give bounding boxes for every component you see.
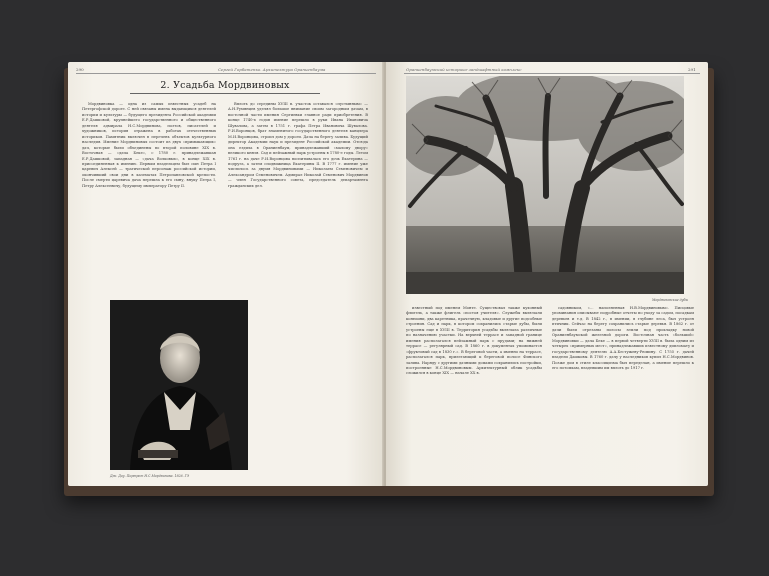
photo-caption: Мордвиновские дубы (652, 298, 689, 302)
oak-tree-illustration (406, 76, 684, 294)
right-page-number: 291 (688, 67, 696, 72)
open-book (66, 62, 710, 494)
right-column-2 (552, 306, 694, 476)
right-col2-text: садовником, «… наполненная Н.В.Мордвиновым». Писцовые упоминания описывают подробные отчеты по уходу за садом, посадкам деревьев и т.д. В 1842 г., в имении, в глубине леса, был устроен птичник. Сейчас на берегу сохранились старые деревья. В 1862 г. от дачи были отрезаны полосы земли под прокладку новой Ораниенбаумской железной дороги. Восточная часть «большой» Мордвиновки — дача Беке — в первой четверти XVIII в. была одним из четырех «примерных мест», принадлежавших известному дипломату и государственному деятелю А.А.Бестужеву-Рюмину. С 1755 г. дачей владели Дашковы. В 1760 г. дачу у наследников купил Н.С.Мордвинов. Позже дом в стиле классицизма был переделан, а имение перешло к его потомкам, владевшим им вплоть до 1917 г. (552, 306, 694, 370)
portrait-illustration (110, 300, 248, 470)
left-col1-text: Мордвиновка — одна из самых известных усадеб на Петергофской дороге. С ней связаны имена выдающихся деятелей истории и культуры — будущего президента Российской академии Е.Р.Дашковой, крупнейшего государственного и общественного деятеля адмирала Н.С.Мордвинова, поэтов, писателей и художников, история отражена в работах отечественных историков. Памятник включен в перечень объектов культурного наследия. Имение Мордвиновых состоит из двух «примыкающих» дач, которые были объединены во второй половине XIX в. Восточная — «дача Беке», с 1780 г. принадлежавшая Е.Р.Дашковой, западная — «дача Волковых», в конце XIX в. присоединенная к имению. Первым владельцем был сын Петра I царевич Алексей — трагической персонаж российской истории, окончивший свои дни в казематах Петропавловской крепости. После смерти царевича дача перешла к его сыну, внуку Петра I, Петру Алексеевичу, будущему императору Петру II. (82, 102, 216, 188)
right-page (386, 62, 708, 486)
oak-tree-photo (406, 76, 684, 294)
right-column-1 (406, 306, 542, 476)
left-column-2 (228, 102, 368, 472)
right-col1-text: известный под именем Монте. Существовал также кухонный флигель, а также флигель «постоя учителя». Служебы включали конюшни, два каретника, прачечную, кладовые и другие подсобные строения. Сад и парк, в котором сохранились старые дубы, были устроены еще в XVIII в. Территория усадьбы включала различные по назначению участки. На верхней террасе и западной границе имения располагался пейзажный парк с прудами; на нижней террасе — регулярный сад. В 1860 г. в документах упоминается «фруктовый сад в 1830 г.». В береговой части, а именно на террасе, располагался парк, прилегающий к береговой полосе Финского залива. Наряду с другими дачными домами сохранились постройки, построенные Н.С.Мордвиновым. Архитектурный облик усадьбы сложился в конце XIX — начале XX в. (406, 306, 542, 376)
portrait-caption: Дж. Доу. Портрет Н.С.Мордвинова. 1826. ГЭ (110, 474, 190, 478)
chapter-title: 2. Усадьба Мордвиновых (130, 80, 320, 94)
left-column-1 (82, 102, 216, 296)
left-page-number: 290 (76, 67, 84, 72)
left-running-head: Сергей Горбатенко. Архитектура Ораниенбаума (218, 67, 326, 72)
portrait-mordvinov (110, 300, 248, 470)
left-header-rule (76, 73, 376, 74)
right-running-head: Ораниенбаумский историко-ландшафтный комплекс (406, 67, 522, 72)
left-page (68, 62, 384, 486)
right-header-rule (404, 73, 700, 74)
left-col2-text: Вплоть до середины XVIII в. участок оставался «пустынным» — А.Н.Румянцев уделял большое внимание своим загородным дачам, в восточной части имения Сергиевки главное ради приобретения. В конце 1740-х годов имение перешло в руки Ивана Ивановича Шувалова, а затем в 1751 г. графа Петра Ивановича Шувалова. Р.И.Воронцов, брат знаменитого государственного деятеля канцлера М.И.Воронцова, строил дом у дороги. Дача на берегу залива. Будущий директор Академии наук и президент Российской академии. Отсюда она ездила в Ораниенбаум, принадлежавший «малому двору» великого князя. Сад и пейзажный парк устроены в 1780-е годы. Летом 1761 г. на даче Р.И.Воронцова воспитывалась его дочь Екатерина — подруга, а затем сподвижница Екатерины II. В 1777 г. имение уже числилось за двумя Мордвиновыми — Николаем Семеновичем и Александром Семеновичем. Адмирал Николай Семенович Мордвинов — член Государственного совета, председатель департамента гражданских дел. (228, 102, 368, 188)
